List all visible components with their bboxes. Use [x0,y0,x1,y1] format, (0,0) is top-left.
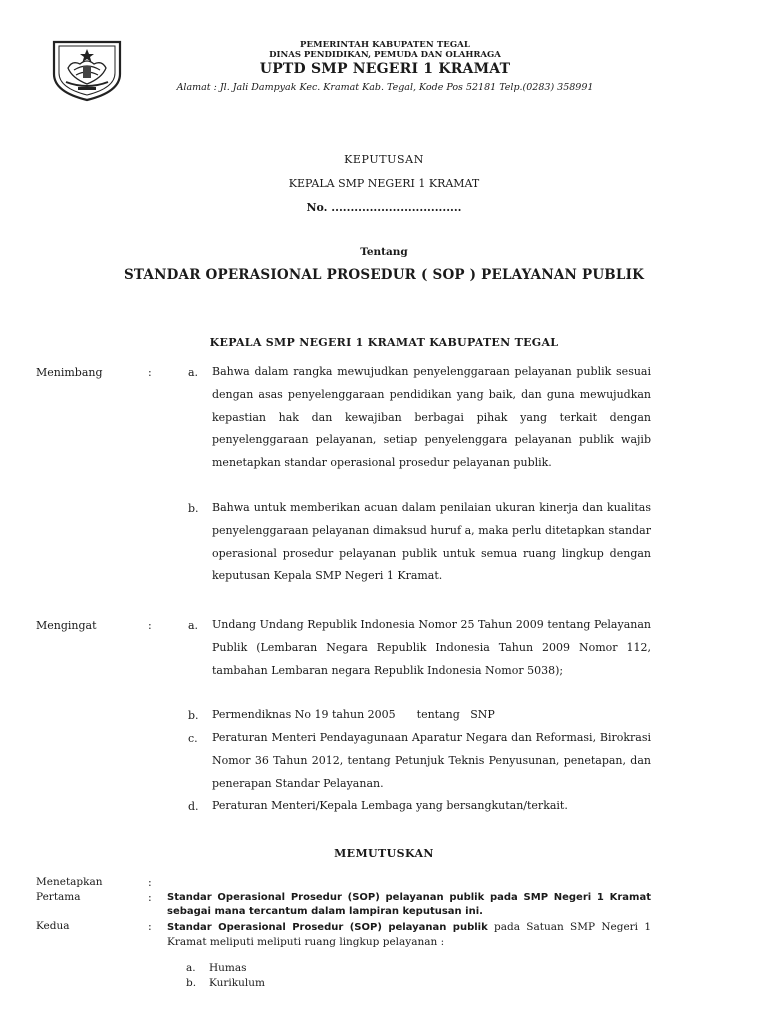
kedua-list-mark-a: a. [186,962,196,974]
pertama-colon: : [148,891,152,904]
doc-about-label: Tentang [360,246,408,258]
mengingat-label: Mengingat [36,619,97,632]
mengingat-item-b: Permendiknas No 19 tahun 2005 tentang SNP [212,708,495,721]
kedua-list-mark-b: b. [186,977,197,989]
mengingat-item-a: Undang Undang Republik Indonesia Nomor 25 Tahun 2009 tentang Pelayanan Publik (Lembaran Negara Republik Indonesia Tahun 2009 Nomor 112, tambahan Lembaran negara Republik Indonesia Nomor 5038); [212,618,651,677]
regency-emblem-icon [50,38,124,102]
kedua-bold-text: Standar Operasional Prosedur (SOP) pelayanan publik [167,922,488,933]
menimbang-mark-a: a. [188,366,199,379]
kedua-list-item-a: Humas [209,962,247,974]
pertama-text: Standar Operasional Prosedur (SOP) pelayanan publik pada SMP Negeri 1 Kramat sebagai mana tercantum dalam lampiran keputusan ini. [167,892,651,917]
mengingat-mark-a: a. [188,619,199,632]
kedua-plain-text: pada Satuan SMP Negeri 1 Kramat meliputi meliputi ruang lingkup pelayanan : [167,921,651,948]
doc-issuer-title: KEPALA SMP NEGERI 1 KRAMAT [288,177,480,190]
doc-number: No. .................................. [306,201,462,214]
mengingat-mark-d: d. [188,800,199,813]
kedua-text [167,920,651,950]
mengingat-mark-c: c. [188,732,198,745]
menetapkan-colon: : [148,876,152,889]
kedua-colon: : [148,920,152,933]
pertama-label: Pertama [36,891,81,903]
kop-department: DINAS PENDIDIKAN, PEMUDA DAN OLAHRAGA [269,50,501,60]
menimbang-label: Menimbang [36,366,103,379]
kedua-list-item-b: Kurikulum [209,977,265,989]
menimbang-item-a: Bahwa dalam rangka mewujudkan penyelenggaraan pelayanan publik sesuai dengan asas penyelenggaraan pendidikan yang baik, dan guna mewujudkan kepastian hak dan kewajiban berbagai pihak yang terkait dengan penyelenggaraan pelayanan, setiap penyelenggara pelayanan publik wajib menetapkan standar operasional prosedur pelayanan publik. [212,365,651,470]
kop-school-name: UPTD SMP NEGERI 1 KRAMAT [259,61,511,77]
mengingat-mark-b: b. [188,709,199,722]
kedua-label: Kedua [36,920,70,932]
mengingat-item-c: Peraturan Menteri Pendayagunaan Aparatur Negara dan Reformasi, Birokrasi Nomor 36 Tahun 2012, tentang Petunjuk Teknis Penyusunan, penetapan, dan penerapan Standar Pelayanan. [212,731,651,790]
kop-government: PEMERINTAH KABUPATEN TEGAL [300,40,470,50]
kop-address: Alamat : Jl. Jali Dampyak Kec. Kramat Kab. Tegal, Kode Pos 52181 Telp.(0283) 358991 [176,82,594,93]
menetapkan-label: Menetapkan [36,876,103,888]
mengingat-colon: : [148,619,152,632]
mengingat-item-d: Peraturan Menteri/Kepala Lembaga yang bersangkutan/terkait. [212,799,568,812]
menimbang-mark-b: b. [188,502,199,515]
menimbang-colon: : [148,366,152,379]
memutuskan-heading: MEMUTUSKAN [334,847,434,860]
doc-issuer-heading: KEPALA SMP NEGERI 1 KRAMAT KABUPATEN TEGAL [209,336,559,349]
doc-subject: STANDAR OPERASIONAL PROSEDUR ( SOP ) PELAYANAN PUBLIK [123,267,645,283]
doc-type: KEPUTUSAN [344,153,424,166]
menimbang-item-b: Bahwa untuk memberikan acuan dalam penilaian ukuran kinerja dan kualitas penyelenggaraan pelayanan dimaksud huruf a, maka perlu ditetapkan standar operasional prosedur pelayanan publik untuk semua ruang lingkup dengan keputusan Kepala SMP Negeri 1 Kramat. [212,501,651,583]
